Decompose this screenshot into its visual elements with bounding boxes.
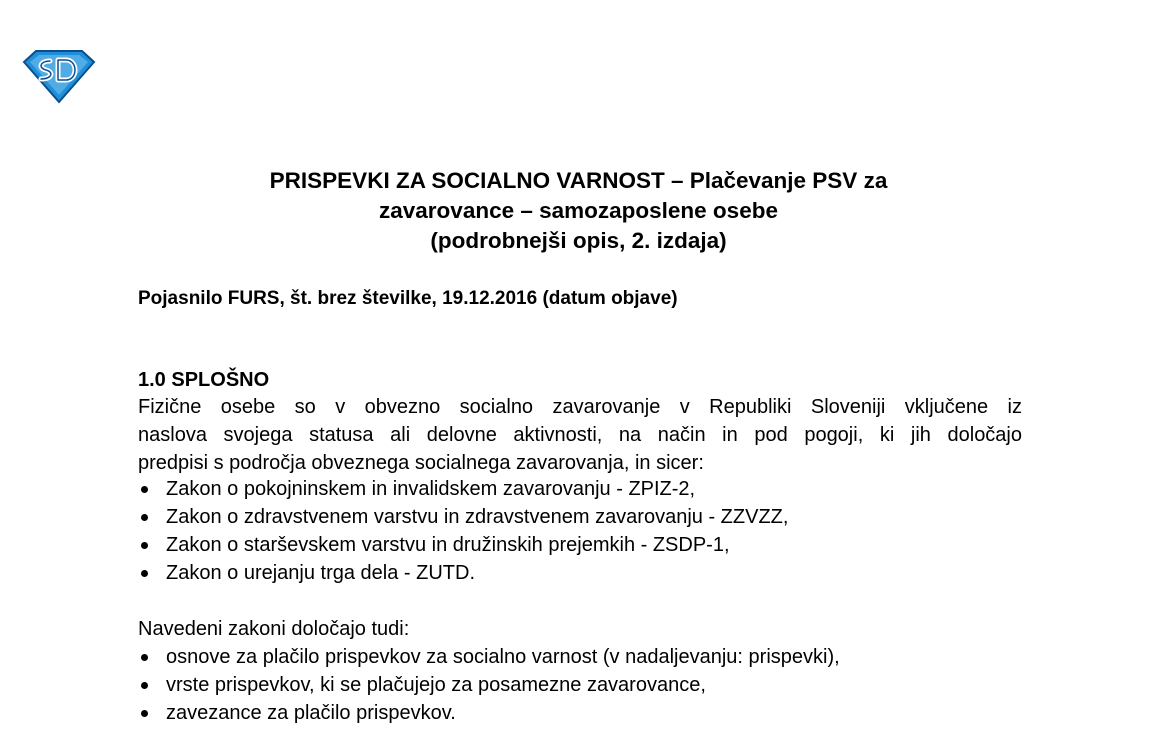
list-item: Zakon o urejanju trga dela - ZUTD. (138, 559, 788, 587)
intro-line-1: Fizične osebe so v obvezno socialno zavarovanje v Republiki Sloveniji vključene iz (138, 396, 1022, 418)
intro-line-3: predpisi s področja obveznega socialnega zavarovanja, in sicer: (138, 452, 704, 474)
document-title (0, 166, 1157, 256)
list-item: zavezance za plačilo prispevkov. (138, 699, 840, 727)
list-item: vrste prispevkov, ki se plačujejo za posamezne zavarovance, (138, 671, 840, 699)
second-intro: Navedeni zakoni določajo tudi: (138, 618, 410, 640)
list-item: Zakon o pokojninskem in invalidskem zavarovanju - ZPIZ-2, (138, 475, 788, 503)
list-item: Zakon o zdravstvenem varstvu in zdravstvenem zavarovanju - ZZVZZ, (138, 503, 788, 531)
list-item: osnove za plačilo prispevkov za socialno varnost (v nadaljevanju: prispevki), (138, 643, 840, 671)
title-line-3: (podrobnejši opis, 2. izdaja) (430, 228, 727, 253)
intro-paragraph (138, 393, 1022, 477)
list-item: Zakon o starševskem varstvu in družinskih prejemkih - ZSDP-1, (138, 531, 788, 559)
intro-line-2: naslova svojega statusa ali delovne aktivnosti, na način in pod pogoji, ki jih določajo (138, 424, 1022, 446)
provisions-list (138, 643, 840, 727)
section-heading: 1.0 SPLOŠNO (138, 369, 270, 391)
laws-list (138, 475, 788, 587)
title-line-2: zavarovance – samozaposlene osebe (379, 198, 778, 223)
sd-shield-logo-icon (22, 48, 96, 104)
document-subtitle: Pojasnilo FURS, št. brez številke, 19.12.2016 (datum objave) (138, 288, 678, 309)
title-line-1: PRISPEVKI ZA SOCIALNO VARNOST – Plačevanje PSV za (269, 168, 888, 193)
